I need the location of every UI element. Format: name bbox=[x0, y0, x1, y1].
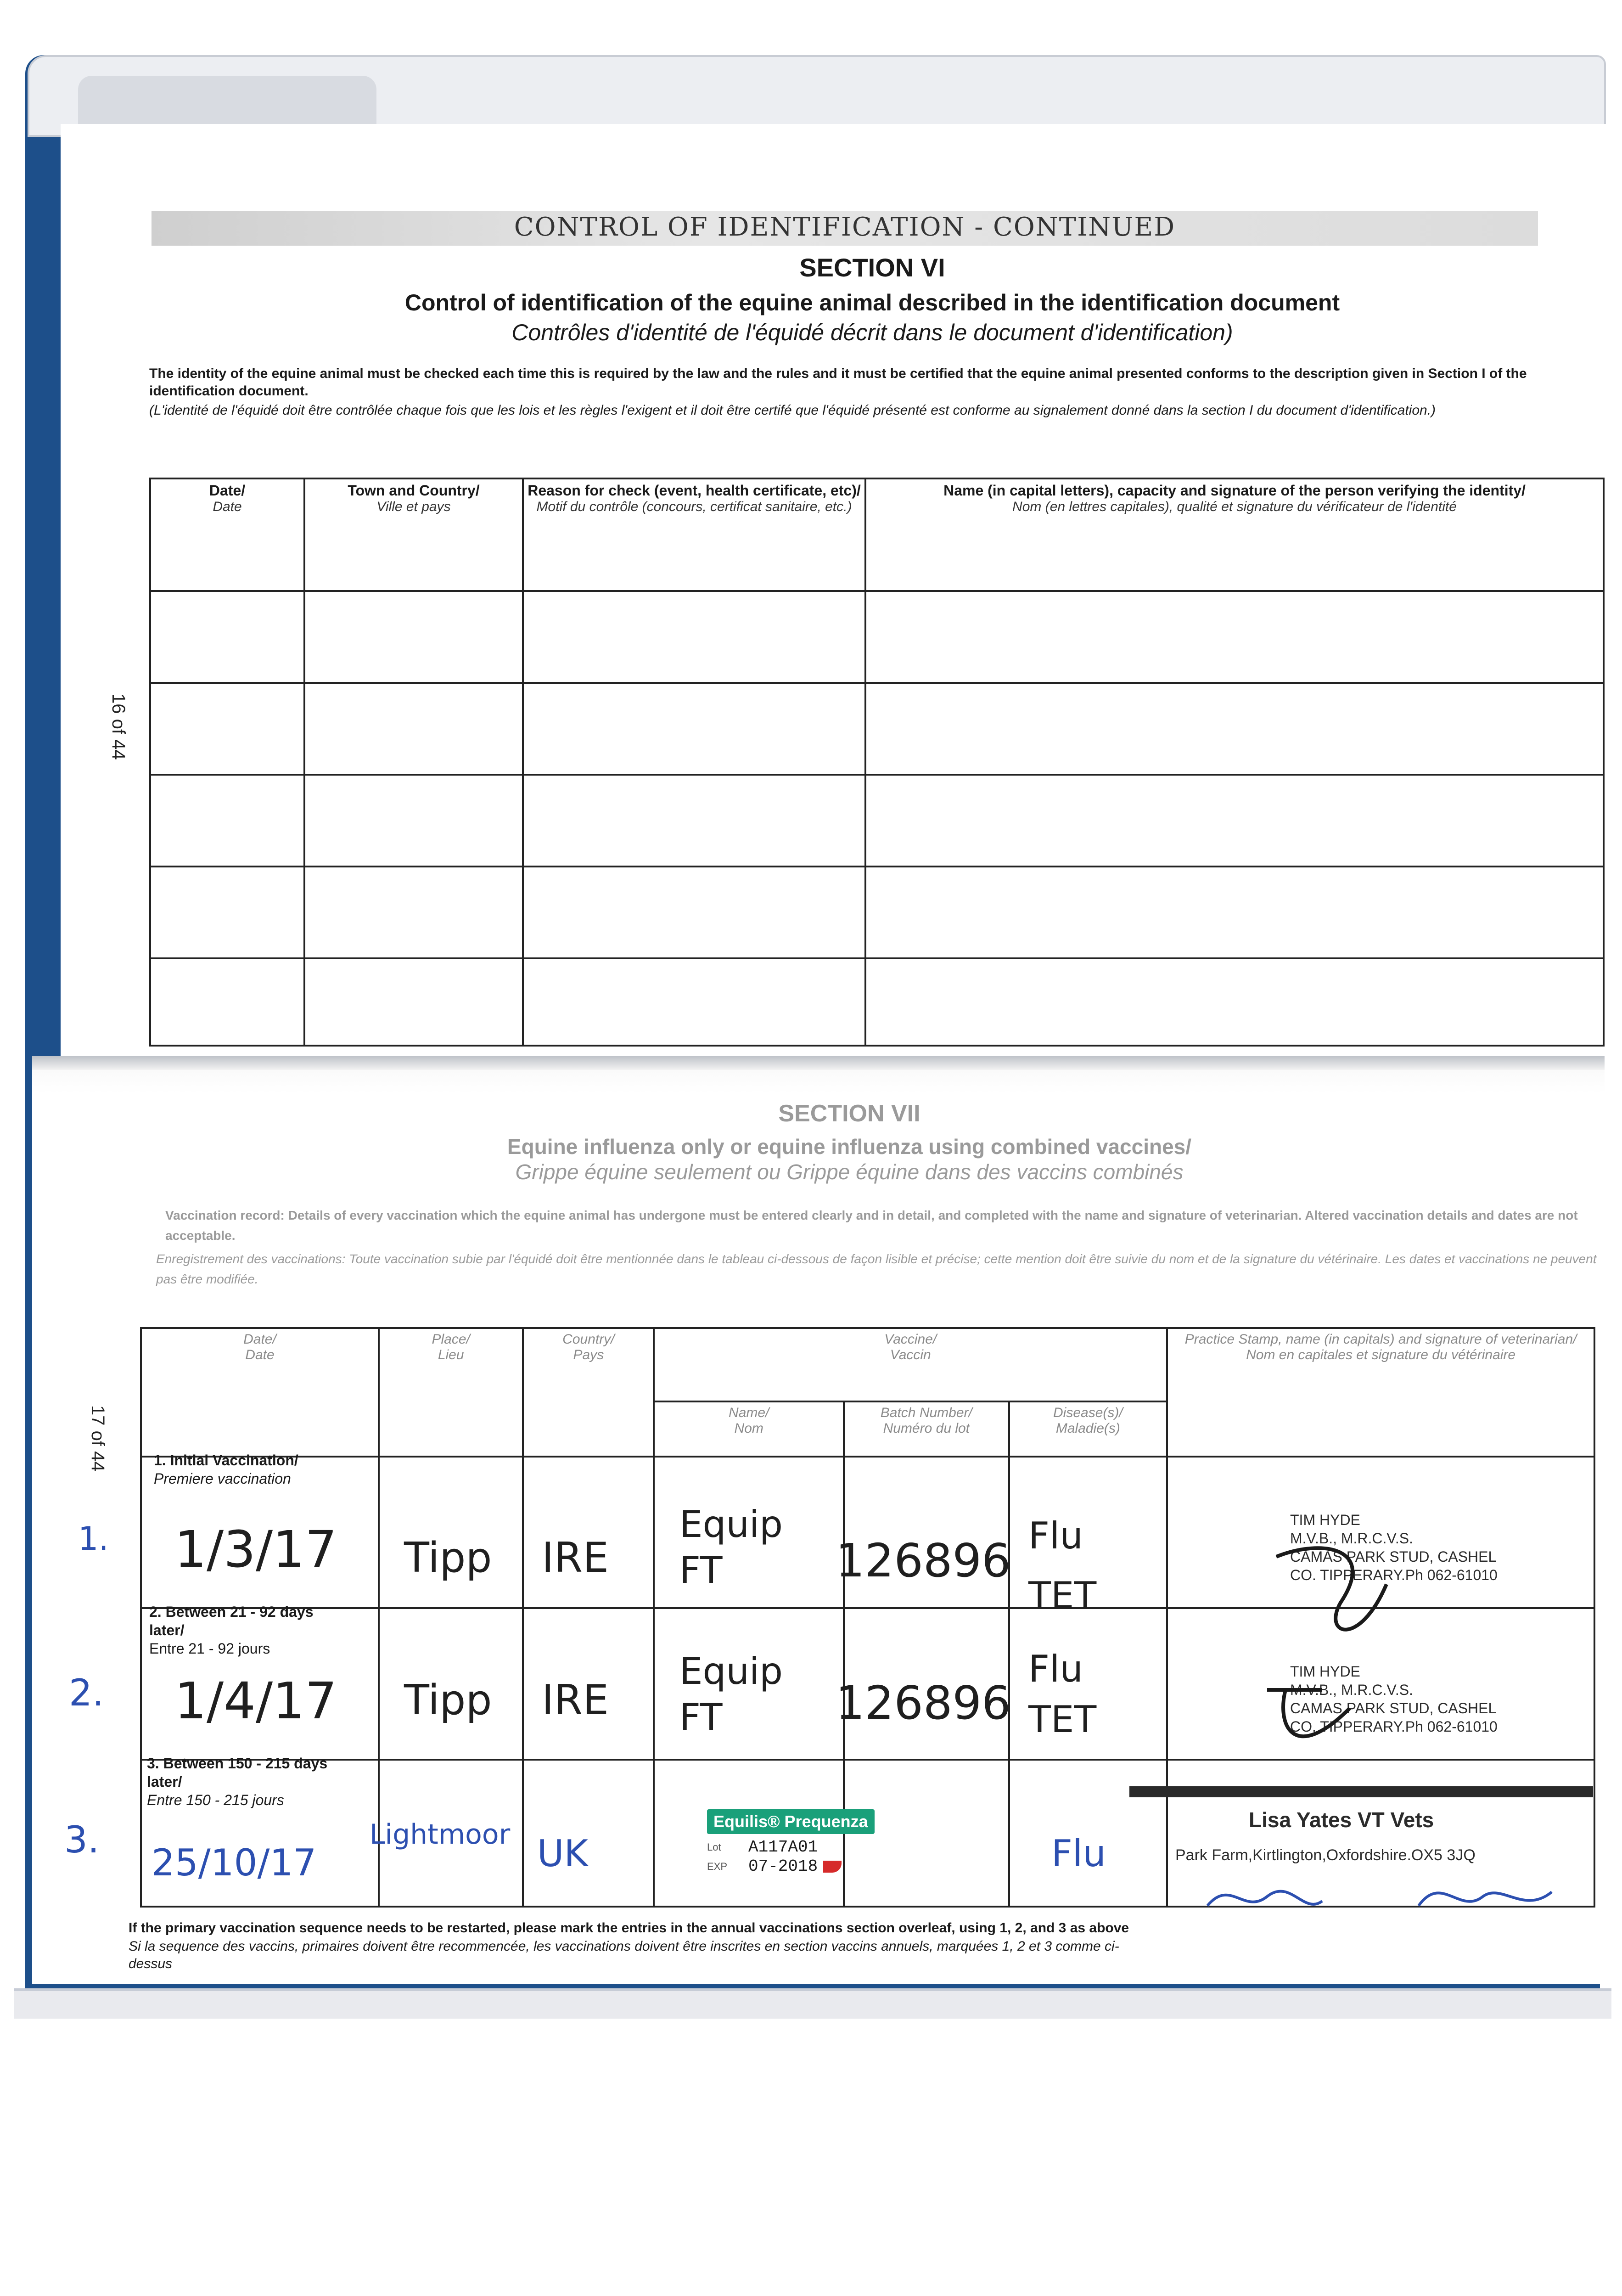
restart-note: If the primary vaccination sequence needs to be restarted, please mark the entries in the annual vaccinations section overleaf, using 1, 2, and 3 as above bbox=[129, 1920, 1129, 1936]
vacc-3-practice-address: Park Farm,Kirtlington,Oxfordshire.OX5 3JQ bbox=[1175, 1846, 1476, 1864]
identity-check-row[interactable] bbox=[150, 958, 1604, 1046]
col-date: Date/ Date bbox=[150, 478, 304, 591]
row-label-3: 3. Between 150 - 215 days later/ Entre 150 - 215 jours bbox=[147, 1755, 328, 1808]
section-7-intro-fr: Enregistrement des vaccinations: Toute vaccination subie par l'équidé doit être mentionnée dans le tableau ci-dessous de façon lisible et précise; cette mention doit être suivie du nom et de la signature du vétérinaire. Les dates et vaccinations ne peuvent pas être modifiée. bbox=[156, 1252, 1597, 1286]
vacc-2-stamp: TIM HYDE M.V.B., M.R.C.V.S. CAMAS PARK STUD, CASHEL CO. TIPPERARY.Ph 062-61010 bbox=[1290, 1663, 1498, 1735]
margin-number-1: 1. bbox=[78, 1520, 109, 1558]
col-practice-stamp: Practice Stamp, name (in capitals) and signature of veterinarian/ Nom en capitales et signature du vétérinaire bbox=[1167, 1328, 1594, 1457]
section-6-label: SECTION VI bbox=[799, 253, 945, 282]
page-number-bottom: 17 of 44 bbox=[88, 1405, 108, 1472]
row-label-2: 2. Between 21 - 92 days later/ Entre 21 - 92 jours bbox=[149, 1604, 314, 1657]
vacc-3-practice-name: Lisa Yates VT Vets bbox=[1249, 1808, 1434, 1832]
col-vaccine-name: Name/ Nom bbox=[654, 1401, 844, 1457]
col-vacc-place: Place/ Lieu bbox=[379, 1328, 523, 1457]
col-vaccine: Vaccine/ Vaccin bbox=[654, 1328, 1167, 1401]
vaccine-batch-sticker: Equilis® Prequenza Lot A117A01 EXP 07-2018 bbox=[707, 1809, 884, 1910]
identity-check-row[interactable] bbox=[150, 775, 1604, 867]
vacc-2-place: Tipp bbox=[404, 1676, 492, 1724]
vacc-3-disease: Flu bbox=[1051, 1832, 1106, 1875]
col-vacc-country: Country/ Pays bbox=[523, 1328, 654, 1457]
col-verifier: Name (in capital letters), capacity and signature of the person verifying the identity/ Nom (en lettres capitales), qualité et signature du vérificateur de l'identité bbox=[865, 478, 1604, 591]
vacc-2-date: 1/4/17 bbox=[174, 1671, 337, 1730]
vacc-3-date: 25/10/17 bbox=[152, 1841, 317, 1884]
col-disease: Disease(s)/ Maladie(s) bbox=[1009, 1401, 1167, 1457]
vacc-3-country: UK bbox=[537, 1832, 589, 1875]
restart-note-fr: Si la sequence des vaccins, primaires doivent être recommencée, les vaccinations doivent être inscrites en section vaccins annuels, marquées 1, 2 et 3 comme ci-dessus bbox=[129, 1939, 1119, 1971]
section-6-intro: The identity of the equine animal must be checked each time this is required by the law and the rules and it must be certified that the equine animal presented conforms to the description given in Section I of the identification document. bbox=[149, 366, 1527, 399]
vacc-2-country: IRE bbox=[542, 1676, 609, 1724]
sticker-red-mark bbox=[823, 1861, 842, 1873]
stamp-ink-bar bbox=[1129, 1786, 1593, 1797]
vacc-1-disease: Flu TET bbox=[1028, 1514, 1097, 1617]
vacc-1-country: IRE bbox=[542, 1534, 609, 1582]
margin-number-2: 2. bbox=[69, 1671, 104, 1714]
section-6-heading: Control of identification of the equine animal described in the identification document bbox=[404, 290, 1340, 315]
vacc-3-signature bbox=[1203, 1869, 1588, 1919]
section-7-label: SECTION VII bbox=[778, 1100, 920, 1127]
vacc-2-disease: Flu TET bbox=[1028, 1648, 1097, 1741]
vacc-3-place: Lightmoor bbox=[370, 1818, 511, 1851]
vacc-1-place: Tipp bbox=[404, 1534, 492, 1582]
section-7-intro: Vaccination record: Details of every vaccination which the equine animal has undergone must be entered clearly and in detail, and completed with the name and signature of veterinarian. Altered vaccination details and dates are not acceptable. bbox=[165, 1208, 1578, 1243]
margin-number-3: 3. bbox=[64, 1818, 100, 1861]
vacc-1-date: 1/3/17 bbox=[174, 1520, 337, 1579]
col-batch-number: Batch Number/ Numéro du lot bbox=[844, 1401, 1009, 1457]
sleeve-tab bbox=[78, 76, 376, 131]
page-fold bbox=[32, 1056, 1605, 1070]
row-label-1: 1. Initial Vaccination/ Premiere vaccination bbox=[154, 1452, 298, 1487]
vacc-1-batch: 126896 bbox=[836, 1534, 1011, 1587]
header-band bbox=[152, 211, 1538, 246]
vacc-1-name: Equip FT bbox=[679, 1503, 783, 1592]
col-town-country: Town and Country/ Ville et pays bbox=[304, 478, 523, 591]
identity-check-header-row bbox=[150, 478, 1604, 591]
section-7-heading: Equine influenza only or equine influenza using combined vaccines/ bbox=[507, 1135, 1192, 1159]
col-reason: Reason for check (event, health certificate, etc)/ Motif du contrôle (concours, certificat sanitaire, etc.) bbox=[523, 478, 865, 591]
section-6-heading-fr: Contrôles d'identité de l'équidé décrit dans le document d'identification) bbox=[511, 320, 1233, 345]
col-vacc-date: Date/ Date bbox=[141, 1328, 379, 1457]
vacc-2-name: Equip FT bbox=[679, 1650, 783, 1739]
vacc-2-batch: 126896 bbox=[836, 1676, 1011, 1730]
cover-bottom-edge bbox=[14, 1988, 1611, 2019]
page-number-top: 16 of 44 bbox=[108, 693, 129, 760]
header-title: CONTROL OF IDENTIFICATION - CONTINUED bbox=[514, 212, 1176, 242]
identity-check-row[interactable] bbox=[150, 867, 1604, 958]
identity-check-row[interactable] bbox=[150, 591, 1604, 683]
identity-check-row[interactable] bbox=[150, 683, 1604, 775]
vacc-1-stamp: TIM HYDE M.V.B., M.R.C.V.S. CAMAS PARK STUD, CASHEL CO. TIPPERARY.Ph 062-61010 bbox=[1290, 1512, 1498, 1583]
vacc-1-signature bbox=[1267, 1529, 1405, 1658]
identity-check-table bbox=[149, 478, 1605, 1047]
section-7-heading-fr: Grippe équine seulement ou Grippe équine dans des vaccins combinés bbox=[515, 1160, 1184, 1184]
vacc-2-signature bbox=[1258, 1671, 1377, 1773]
section-6-intro-fr: (L'identité de l'équidé doit être contrôlée chaque fois que les lois et les règles l'exigent et il doit être certifé que l'équidé présenté est conforme au signalement donné dans la section I du document d'identification.) bbox=[149, 403, 1436, 418]
